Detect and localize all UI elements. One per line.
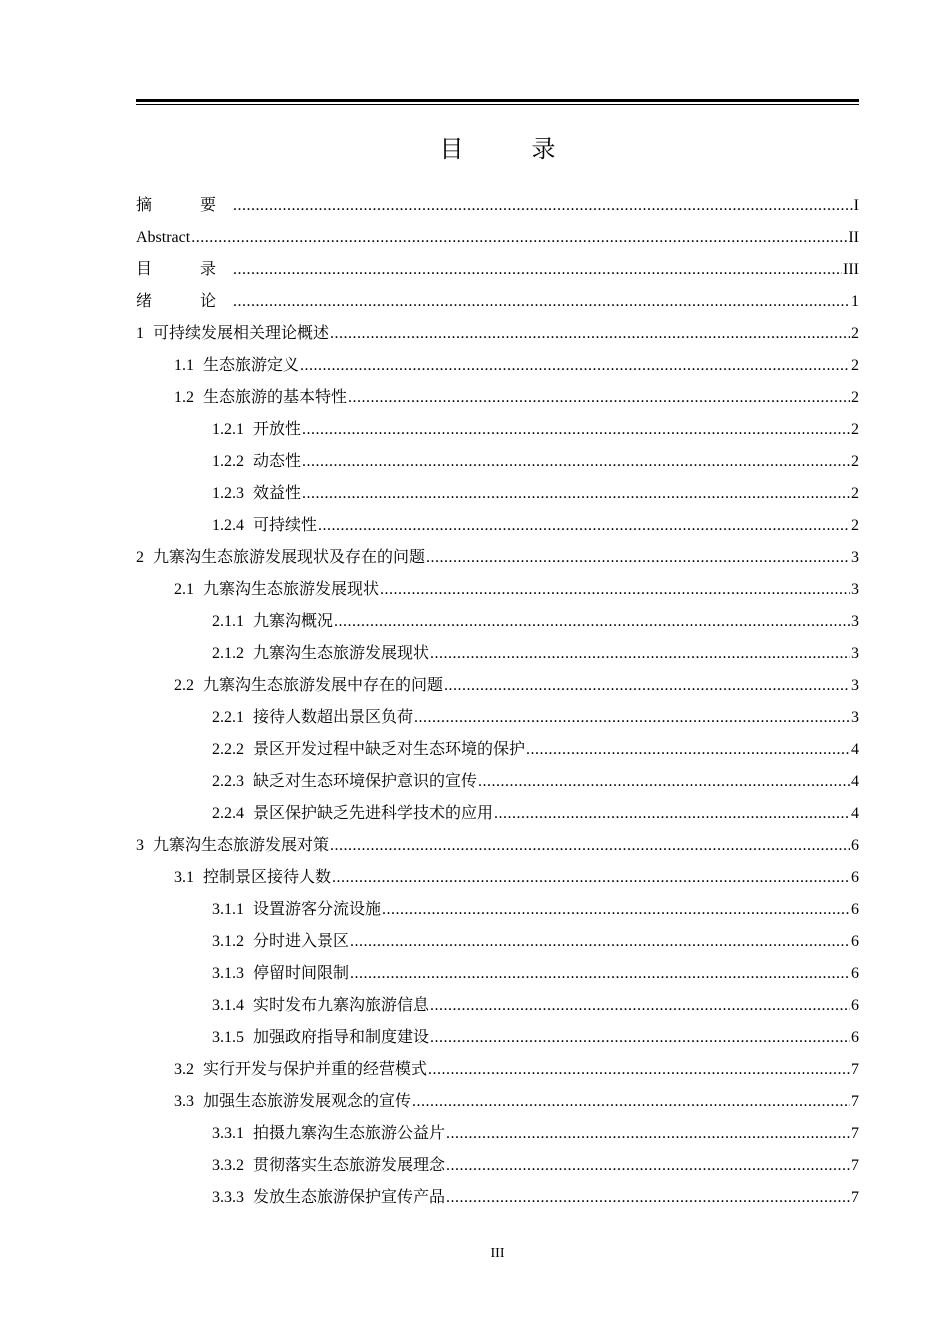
toc-entry[interactable] xyxy=(136,350,859,382)
toc-entry-label: 效益性 xyxy=(253,485,302,502)
toc-entry-page: 7 xyxy=(851,1157,859,1174)
toc-entry-number: 1.1 xyxy=(174,357,194,374)
toc-entry[interactable] xyxy=(136,190,859,222)
toc-entry-number: 3.1.2 xyxy=(212,933,244,950)
page-number: III xyxy=(490,1246,505,1261)
toc-entry[interactable] xyxy=(136,638,859,670)
toc-entry-label: 分时进入景区 xyxy=(253,933,350,950)
toc-entry-label: 生态旅游的基本特性 xyxy=(203,389,348,406)
toc-entry[interactable] xyxy=(136,318,859,350)
toc-entry-label: 加强生态旅游发展观念的宣传 xyxy=(203,1093,412,1110)
toc-entry-page: 6 xyxy=(851,901,859,918)
toc-entry-page: 6 xyxy=(851,997,859,1014)
toc-entry-number: 2.2.3 xyxy=(212,773,244,790)
toc-entry-number: 2.2 xyxy=(174,677,194,694)
toc-entry[interactable] xyxy=(136,1022,859,1054)
toc-entry[interactable] xyxy=(136,926,859,958)
toc-entry-label: 生态旅游定义 xyxy=(203,357,300,374)
toc-entry-number: 1.2 xyxy=(174,389,194,406)
toc-entry-label: 目 录 xyxy=(136,261,233,278)
toc-entry[interactable] xyxy=(136,766,859,798)
toc-entry-page: 3 xyxy=(851,709,859,726)
toc-entry-label: 加强政府指导和制度建设 xyxy=(253,1029,430,1046)
toc-entry-number: 1.2.2 xyxy=(212,453,244,470)
toc-dot-leader xyxy=(430,990,850,1022)
toc-entry-label: 开放性 xyxy=(253,421,302,438)
toc-dot-leader xyxy=(428,1054,850,1086)
toc-entry-page: 4 xyxy=(851,805,859,822)
toc-entry-number: 3 xyxy=(136,837,144,854)
toc-entry-page: 2 xyxy=(851,389,859,406)
toc-entry-label: 九寨沟生态旅游发展中存在的问题 xyxy=(203,677,444,694)
toc-dot-leader xyxy=(430,1022,850,1054)
toc-dot-leader xyxy=(318,510,850,542)
toc-dot-leader xyxy=(446,1118,850,1150)
toc-dot-leader xyxy=(430,638,850,670)
toc-dot-leader xyxy=(526,734,850,766)
toc-entry[interactable] xyxy=(136,222,859,254)
toc-entry-page: 2 xyxy=(851,453,859,470)
toc-entry[interactable] xyxy=(136,990,859,1022)
toc-entry-number: 3.2 xyxy=(174,1061,194,1078)
toc-entry-number: 3.3.2 xyxy=(212,1157,244,1174)
toc-entry[interactable] xyxy=(136,830,859,862)
toc-entry[interactable] xyxy=(136,798,859,830)
toc-dot-leader xyxy=(350,926,850,958)
toc-entry-page: 7 xyxy=(851,1189,859,1206)
toc-entry[interactable] xyxy=(136,1150,859,1182)
toc-entry-page: 6 xyxy=(851,1029,859,1046)
toc-entry-page: 7 xyxy=(851,1125,859,1142)
toc-entry[interactable] xyxy=(136,478,859,510)
toc-entry-number: 2.2.1 xyxy=(212,709,244,726)
toc-entry-page: 6 xyxy=(851,869,859,886)
toc-dot-leader xyxy=(446,1182,850,1214)
toc-entry-number: 2.1.2 xyxy=(212,645,244,662)
toc-entry-label: 可持续性 xyxy=(253,517,318,534)
toc-entry-page: III xyxy=(843,261,859,278)
toc-dot-leader xyxy=(494,798,850,830)
toc-entry-label: 九寨沟生态旅游发展现状及存在的问题 xyxy=(153,549,426,566)
toc-dot-leader xyxy=(191,222,847,254)
toc-dot-leader xyxy=(334,606,850,638)
toc-entry-page: 2 xyxy=(851,357,859,374)
header-rule-thick xyxy=(136,99,859,102)
toc-entry-page: 3 xyxy=(851,645,859,662)
toc-entry[interactable] xyxy=(136,414,859,446)
toc-entry-number: 1 xyxy=(136,325,144,342)
header-rule-thin xyxy=(136,104,859,105)
toc-entry[interactable] xyxy=(136,542,859,574)
toc-dot-leader xyxy=(478,766,850,798)
toc-entry-label: 九寨沟生态旅游发展对策 xyxy=(153,837,330,854)
toc-entry-page: 3 xyxy=(851,549,859,566)
toc-entry-page: II xyxy=(848,229,859,246)
toc-entry-page: 6 xyxy=(851,965,859,982)
toc-entry[interactable] xyxy=(136,670,859,702)
toc-entry-label: 景区保护缺乏先进科学技术的应用 xyxy=(253,805,494,822)
toc-entry[interactable] xyxy=(136,894,859,926)
toc-entry-label: 景区开发过程中缺乏对生态环境的保护 xyxy=(253,741,526,758)
toc-dot-leader xyxy=(382,894,850,926)
toc-dot-leader xyxy=(302,478,850,510)
toc-entry-label: 控制景区接待人数 xyxy=(203,869,332,886)
toc-dot-leader xyxy=(412,1086,850,1118)
toc-entry-number: 3.1.4 xyxy=(212,997,244,1014)
toc-entry[interactable] xyxy=(136,1054,859,1086)
toc-entry-label: 实时发布九寨沟旅游信息 xyxy=(253,997,430,1014)
toc-dot-leader xyxy=(302,446,850,478)
toc-entry-number: 3.1 xyxy=(174,869,194,886)
toc-entry-page: 3 xyxy=(851,581,859,598)
toc-entry-page: 2 xyxy=(851,421,859,438)
toc-dot-leader xyxy=(302,414,850,446)
toc-entry-number: 2 xyxy=(136,549,144,566)
toc-dot-leader xyxy=(330,318,850,350)
toc-entry-page: 7 xyxy=(851,1061,859,1078)
toc-entry[interactable] xyxy=(136,958,859,990)
toc-entry-label: 缺乏对生态环境保护意识的宣传 xyxy=(253,773,478,790)
toc-entry[interactable] xyxy=(136,286,859,318)
toc-entry-label: 九寨沟生态旅游发展现状 xyxy=(253,645,430,662)
toc-entry[interactable] xyxy=(136,574,859,606)
toc-entry[interactable] xyxy=(136,382,859,414)
toc-entry-label: 九寨沟生态旅游发展现状 xyxy=(203,581,380,598)
toc-entry[interactable] xyxy=(136,1118,859,1150)
toc-entry-page: 2 xyxy=(851,485,859,502)
toc-entry-label: 九寨沟概况 xyxy=(253,613,334,630)
toc-entry-label: 接待人数超出景区负荷 xyxy=(253,709,414,726)
toc-dot-leader xyxy=(233,286,850,318)
toc-entry-page: 4 xyxy=(851,741,859,758)
toc-entry-label: 动态性 xyxy=(253,453,302,470)
toc-entry-label: 设置游客分流设施 xyxy=(253,901,382,918)
toc-entry-page: 6 xyxy=(851,933,859,950)
toc-entry-label: 实行开发与保护并重的经营模式 xyxy=(203,1061,428,1078)
toc-entry-number: 1.2.1 xyxy=(212,421,244,438)
toc-entry-number: 3.3.1 xyxy=(212,1125,244,1142)
toc-entry-page: 3 xyxy=(851,677,859,694)
toc-dot-leader xyxy=(330,830,850,862)
toc-dot-leader xyxy=(233,190,853,222)
toc-entry-number: 3.3 xyxy=(174,1093,194,1110)
toc-entry-page: 6 xyxy=(851,837,859,854)
toc-dot-leader xyxy=(446,1150,850,1182)
toc-entry[interactable] xyxy=(136,702,859,734)
toc-entry-page: 3 xyxy=(851,613,859,630)
toc-entry-number: 2.2.2 xyxy=(212,741,244,758)
toc-entry-page: 4 xyxy=(851,773,859,790)
toc-entry-label: 绪 论 xyxy=(136,293,233,310)
toc-entry-label: 贯彻落实生态旅游发展理念 xyxy=(253,1157,446,1174)
toc-entry-number: 2.2.4 xyxy=(212,805,244,822)
toc-title: 目 录 xyxy=(439,135,578,163)
toc-entry[interactable] xyxy=(136,862,859,894)
toc-dot-leader xyxy=(233,254,842,286)
toc-entry-number: 3.3.3 xyxy=(212,1189,244,1206)
toc-dot-leader xyxy=(350,958,850,990)
toc-entry-label: 拍摄九寨沟生态旅游公益片 xyxy=(253,1125,446,1142)
toc-entry[interactable] xyxy=(136,510,859,542)
toc-entry-page: 2 xyxy=(851,517,859,534)
toc-dot-leader xyxy=(332,862,850,894)
toc-entry-page: 2 xyxy=(851,325,859,342)
toc-entry-label: Abstract xyxy=(136,229,191,246)
toc-dot-leader xyxy=(300,350,850,382)
toc-entry-page: 7 xyxy=(851,1093,859,1110)
toc-entry-label: 摘 要 xyxy=(136,197,233,214)
toc-entry[interactable] xyxy=(136,254,859,286)
toc-entry-page: 1 xyxy=(851,293,859,310)
toc-entry-number: 3.1.3 xyxy=(212,965,244,982)
toc-entry-number: 3.1.1 xyxy=(212,901,244,918)
toc-dot-leader xyxy=(444,670,850,702)
toc-entry[interactable] xyxy=(136,734,859,766)
toc-dot-leader xyxy=(426,542,850,574)
toc-entry-number: 2.1 xyxy=(174,581,194,598)
toc-dot-leader xyxy=(348,382,850,414)
toc-entry[interactable] xyxy=(136,1086,859,1118)
toc-entry-number: 1.2.3 xyxy=(212,485,244,502)
toc-entry[interactable] xyxy=(136,606,859,638)
toc-entry-number: 3.1.5 xyxy=(212,1029,244,1046)
table-of-contents xyxy=(136,190,859,1214)
toc-entry-number: 1.2.4 xyxy=(212,517,244,534)
toc-dot-leader xyxy=(414,702,850,734)
toc-entry[interactable] xyxy=(136,1182,859,1214)
toc-entry-label: 可持续发展相关理论概述 xyxy=(153,325,330,342)
toc-entry[interactable] xyxy=(136,446,859,478)
toc-entry-label: 停留时间限制 xyxy=(253,965,350,982)
toc-entry-label: 发放生态旅游保护宣传产品 xyxy=(253,1189,446,1206)
toc-dot-leader xyxy=(380,574,850,606)
toc-entry-number: 2.1.1 xyxy=(212,613,244,630)
toc-entry-page: I xyxy=(853,197,859,214)
